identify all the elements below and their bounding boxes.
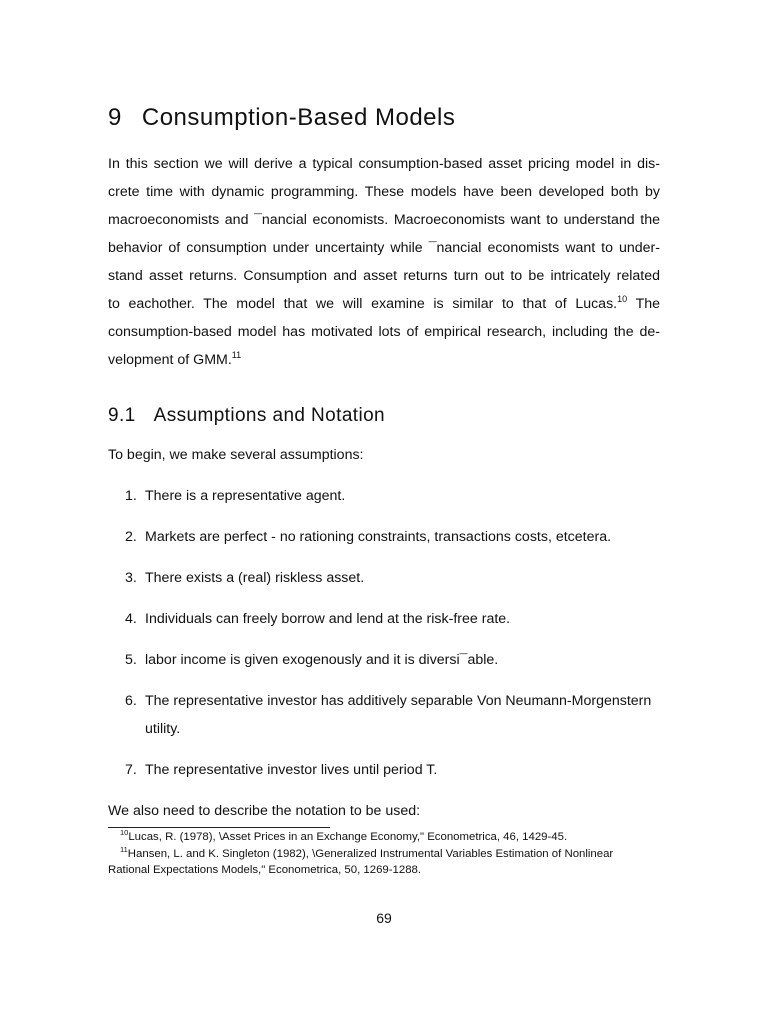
subsection-title: Assumptions and Notation bbox=[153, 405, 386, 426]
assumptions-intro: To begin, we make several assumptions: bbox=[108, 447, 364, 463]
intro-line: consumption-based model has motivated lots of empirical research, including the de- bbox=[108, 324, 660, 340]
intro-paragraph bbox=[108, 150, 660, 374]
footnote-divider bbox=[108, 827, 330, 828]
footnote-ref-11[interactable]: 11 bbox=[231, 350, 242, 360]
subsection-heading bbox=[108, 405, 385, 427]
section-title: Consumption-Based Models bbox=[141, 104, 456, 131]
footnote-10 bbox=[108, 829, 668, 845]
footnote-ref-10[interactable]: 10 bbox=[617, 294, 628, 304]
assumption-item bbox=[125, 529, 660, 545]
assumption-item bbox=[125, 611, 660, 627]
assumption-number: 1. bbox=[125, 488, 137, 504]
assumption-item bbox=[125, 652, 660, 668]
section-heading bbox=[108, 104, 455, 132]
assumption-text: The representative investor lives until period T. bbox=[145, 762, 438, 778]
assumption-number: 2. bbox=[125, 529, 137, 545]
assumption-number: 4. bbox=[125, 611, 137, 627]
intro-line: stand asset returns. Consumption and asset returns turn out to be intricately related bbox=[108, 268, 660, 284]
intro-line: velopment of GMM. bbox=[108, 352, 232, 368]
intro-line-tail: The bbox=[635, 296, 661, 312]
footnote-continuation: Rational Expectations Models," Econometrica, 50, 1269-1288. bbox=[108, 864, 422, 876]
subsection-number: 9.1 bbox=[108, 405, 136, 426]
intro-line-gmm bbox=[108, 346, 660, 374]
footnote-text: Hansen, L. and K. Singleton (1982), \Generalized Instrumental Variables Estimation of Nonlinear bbox=[127, 848, 614, 860]
intro-line: macroeconomists and ¯nancial economists. Macroeconomists want to understand the bbox=[108, 212, 660, 228]
assumption-number: 3. bbox=[125, 570, 137, 586]
footnote-11 bbox=[108, 846, 668, 878]
section-number: 9 bbox=[108, 104, 122, 131]
assumption-text: Markets are perfect - no rationing constraints, transactions costs, etcetera. bbox=[145, 529, 612, 545]
intro-line: to eachother. The model that we will examine is similar to that of Lucas. bbox=[108, 296, 618, 312]
footnote-mark: 10 bbox=[120, 828, 129, 837]
footnote-mark: 11 bbox=[120, 845, 128, 854]
assumption-number: 6. bbox=[125, 693, 137, 709]
assumption-text: labor income is given exogenously and it is diversi¯able. bbox=[145, 652, 499, 668]
notation-intro: We also need to describe the notation to be used: bbox=[108, 803, 421, 819]
assumption-item bbox=[125, 693, 660, 737]
assumption-item bbox=[125, 762, 660, 778]
footnote-text: Lucas, R. (1978), \Asset Prices in an Exchange Economy," Econometrica, 46, 1429-45. bbox=[128, 831, 568, 843]
assumption-item bbox=[125, 488, 660, 504]
assumption-text: There exists a (real) riskless asset. bbox=[145, 570, 365, 586]
assumption-text: There is a representative agent. bbox=[145, 488, 346, 504]
intro-line-lucas bbox=[108, 290, 660, 318]
page-number: 69 bbox=[376, 910, 392, 926]
assumption-continuation: utility. bbox=[145, 721, 181, 737]
assumption-number: 7. bbox=[125, 762, 137, 778]
assumption-item bbox=[125, 570, 660, 586]
assumption-text: Individuals can freely borrow and lend at the risk-free rate. bbox=[145, 611, 511, 627]
assumption-number: 5. bbox=[125, 652, 137, 668]
assumption-text: The representative investor has additively separable Von Neumann-Morgenstern bbox=[145, 693, 652, 709]
intro-line: behavior of consumption under uncertainty while ¯nancial economists want to under- bbox=[108, 240, 660, 256]
intro-line: crete time with dynamic programming. These models have been developed both by bbox=[108, 184, 660, 200]
intro-line: In this section we will derive a typical consumption-based asset pricing model in dis- bbox=[108, 156, 660, 172]
